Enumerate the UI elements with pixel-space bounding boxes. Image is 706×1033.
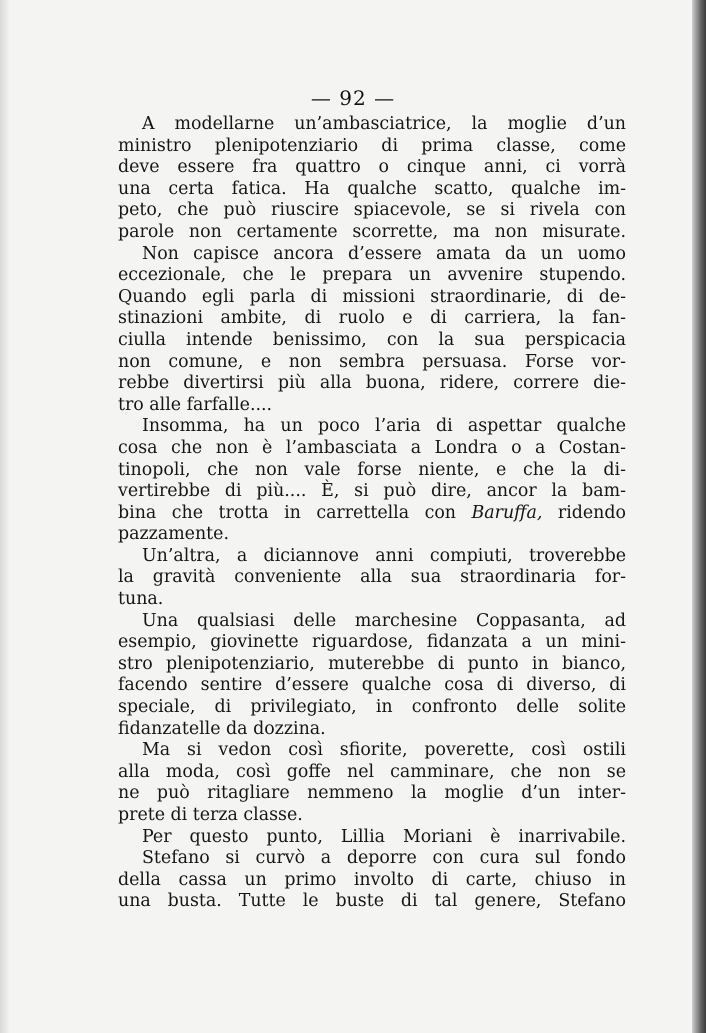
text-line: la gravità conveniente alla sua straordinaria for- [118, 567, 626, 588]
text-line: esempio, giovinette riguardose, fidanzata a un mini- [118, 632, 626, 653]
text-line: Un’altra, a diciannove anni compiuti, troverebbe [142, 545, 626, 566]
text-line: rebbe divertirsi più alla buona, ridere, correre die- [118, 373, 626, 394]
text-segment: bina che trotta in carrettella con [118, 502, 472, 523]
text-line: tuna. [118, 589, 164, 610]
page-edge-binding [692, 0, 706, 1033]
text-line: una certa fatica. Ha qualche scatto, qualche im- [118, 178, 626, 199]
text-line: speciale, di privilegiato, in confronto delle solite [118, 697, 626, 718]
body-text [118, 114, 626, 913]
italic-name: Baruffa, [471, 502, 543, 523]
text-line: A modellarne un’ambasciatrice, la moglie d’un [142, 114, 626, 134]
text-line: tro alle farfalle.... [118, 394, 273, 415]
text-line: Non capisce ancora d’essere amata da un uomo [142, 243, 626, 264]
text-line: Una qualsiasi delle marchesine Coppasanta, ad [142, 610, 626, 631]
text-line: fidanzatelle da dozzina. [118, 718, 326, 739]
text-line: parole non certamente scorrette, ma non misurate. [118, 221, 626, 242]
text-line: prete di terza classe. [118, 805, 303, 825]
text-line: eccezionale, che le prepara un avvenire stupendo. [118, 265, 626, 286]
text-line: pazzamente. [118, 524, 229, 545]
page-left-shadow [0, 0, 10, 1033]
text-line: cosa che non è l’ambasciata a Londra o a Costan- [118, 437, 626, 458]
text-line: stro plenipotenziario, muterebbe di punto in bianco, [118, 653, 626, 674]
text-line: Ma si vedon così sfiorite, poverette, così ostili [142, 740, 626, 761]
text-line: Insomma, ha un poco l’aria di aspettar qualche [142, 416, 626, 437]
text-line: ciulla intende benissimo, con la sua perspicacia [118, 329, 626, 350]
text-line: ne può ritagliare nemmeno la moglie d’un inter- [118, 783, 626, 804]
text-line: stinazioni ambite, di ruolo e di carriera, la fan- [118, 308, 626, 329]
text-line: della cassa un primo involto di carte, chiuso in [118, 869, 626, 890]
text-line: alla moda, così goffe nel camminare, che non se [118, 761, 626, 782]
text-line: tinopoli, che non vale forse niente, e che la di- [118, 459, 626, 480]
text-line: vertirebbe di più.... È, si può dire, ancor la bam- [118, 481, 626, 502]
text-segment: ridendo [542, 502, 626, 523]
text-line: una busta. Tutte le buste di tal genere, Stefano [118, 891, 626, 912]
text-line: Quando egli parla di missioni straordinarie, di de- [118, 286, 626, 307]
text-line: facendo sentire d’essere qualche cosa di diverso, di [118, 675, 626, 696]
text-line: peto, che può riuscire spiacevole, se si rivela con [118, 200, 626, 221]
text-line: Per questo punto, Lillia Moriani è inarrivabile. [142, 826, 626, 847]
text-line [118, 503, 626, 525]
text-line: Stefano si curvò a deporre con cura sul fondo [142, 848, 626, 869]
page-number: — 92 — [310, 86, 396, 110]
text-line: ministro plenipotenziario di prima classe, come [118, 135, 626, 156]
text-line: deve essere fra quattro o cinque anni, ci vorrà [118, 157, 626, 178]
text-line: non comune, e non sembra persuasa. Forse vor- [118, 351, 626, 372]
